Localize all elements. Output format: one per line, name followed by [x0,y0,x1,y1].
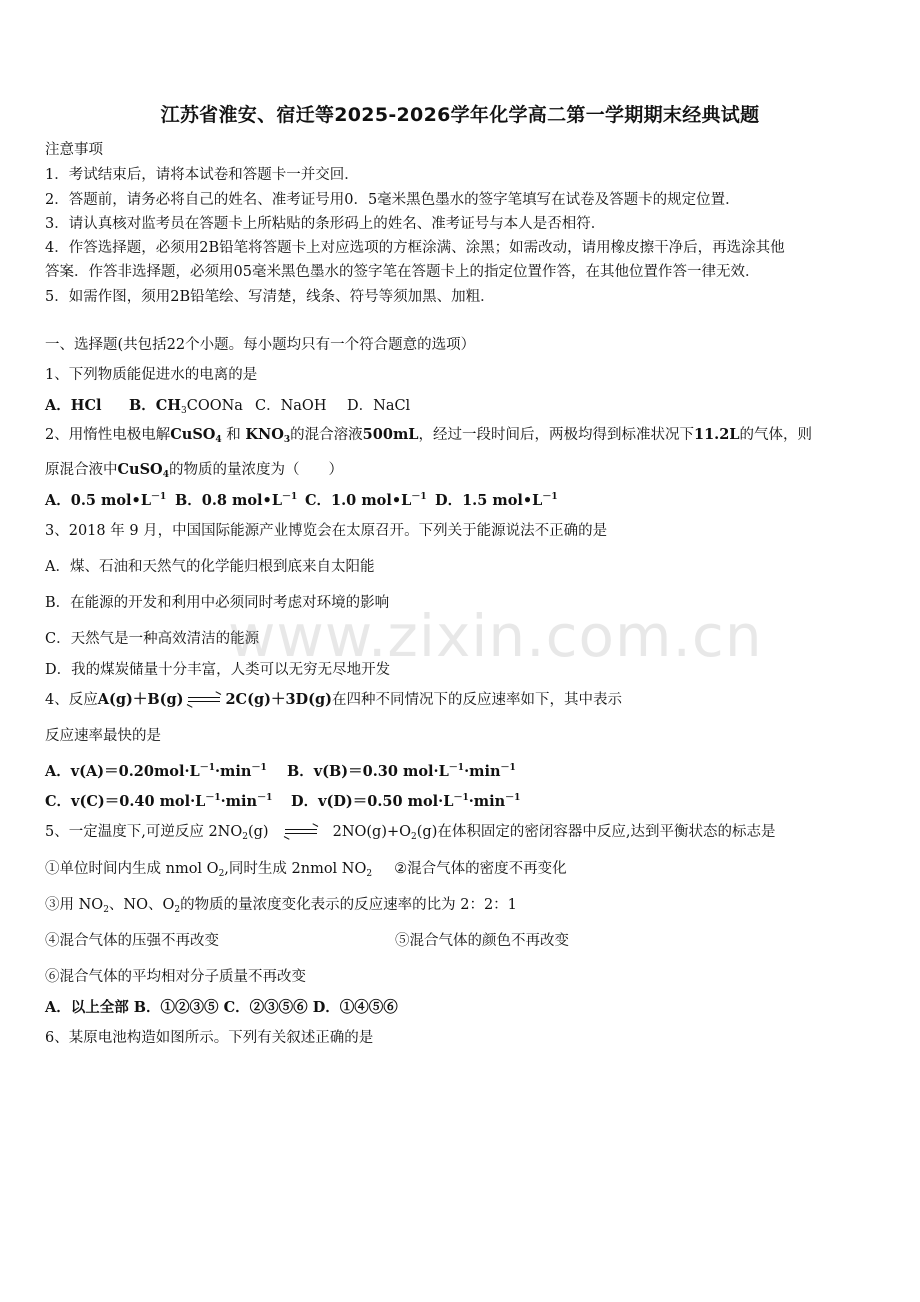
q4-option-c: C．v(C)＝0.40 $mol\cdot L^{-1}\cdot\min^{-1}$ [45,793,273,810]
q5-statement-1-2: ①单位时间内生成 nmol $O_2$,同时生成 2nmol $NO_2$ ②混合气体的密度不再变化 [45,861,567,879]
notice-item-3: 3．请认真核对监考员在答题卡上所粘贴的条形码上的姓名、准考证号与本人是否相符． [45,216,606,232]
question-5-options: A．以上全部 B．①②③⑤ C．②③⑤⑥ D．①④⑤⑥ [45,999,398,1016]
q1-option-a: A．HCl [45,397,102,414]
q1-option-c: C．NaOH [255,398,327,414]
question-4-options-row-1 [45,760,516,781]
q4-option-b: B．v(B)＝0.30 $mol\cdot L^{-1}\cdot\min^{-1}$ [287,763,516,780]
q5-statement-3: ③用 $NO_2$、NO、$O_2$的物质的量浓度变化表示的反应速率的比为 2：2：1 [45,897,517,915]
q3-option-c: C．天然气是一种高效清洁的能源 [45,631,260,647]
q3-option-a: A．煤、石油和天然气的化学能归根到底来自太阳能 [45,559,375,575]
section-heading: 一、选择题(共包括22个小题。每小题均只有一个符合题意的选项） [45,337,476,353]
notice-item-4: 4．作答选择题，必须用2B铅笔将答题卡上对应选项的方框涂满、涂黑；如需改动，请用橡皮擦干净后，再选涂其他 [45,240,785,256]
q2-option-b: B．0.8 $mol•L^{-1}$ [175,492,298,509]
notice-heading: 注意事项 [45,142,103,158]
equilibrium-arrow-icon [283,827,319,837]
notice-item-4-cont: 答案．作答非选择题，必须用05毫米黑色墨水的签字笔在答题卡上的指定位置作答，在其他位置作答一律无效． [45,264,760,280]
watermark: www.zixin.com.cn [228,602,763,670]
question-1-options [45,394,410,416]
q3-option-b: B．在能源的开发和利用中必须同时考虑对环境的影响 [45,595,390,611]
q4-option-d: D．v(D)＝0.50 $mol\cdot L^{-1}\cdot\min^{-1}$ [291,793,521,810]
question-2-options [45,489,558,510]
q2-option-d: D．1.5 $mol•L^{-1}$ [435,492,558,509]
notice-item-2: 2．答题前，请务必将自己的姓名、准考证号用0．5毫米黑色墨水的签字笔填写在试卷及答题卡的规定位置． [45,192,740,208]
question-5-stem: 5、一定温度下,可逆反应 $2NO_2(g)$ $2NO(g)+O_2(g)$在体积固定的密闭容器中反应,达到平衡状态的标志是 [45,824,776,842]
q5-statement-4-5: ④混合气体的压强不再改变 ⑤混合气体的颜色不再改变 [45,933,569,949]
notice-item-5: 5．如需作图，须用2B铅笔绘、写清楚，线条、符号等须加黑、加粗． [45,289,495,305]
q1-option-d: D．NaCl [347,398,411,414]
question-4-options-row-2 [45,790,520,811]
page-title: 江苏省淮安、宿迁等2025-2026学年化学高二第一学期期末经典试题 [160,104,760,126]
question-4-stem: 4、反应A(g)＋B(g) 2C(g)＋3D(g)在四种不同情况下的反应速率如下，其中表示 [45,691,622,708]
question-3-stem: 3、2018 年 9 月，中国国际能源产业博览会在太原召开。下列关于能源说法不正确的是 [45,523,608,539]
q5-statement-6: ⑥混合气体的平均相对分子质量不再改变 [45,969,306,985]
question-2-stem-cont: 原混合液中CuSO$_4$的物质的量浓度为（ ） [45,461,343,480]
question-4-stem-cont: 反应速率最快的是 [45,728,161,744]
q2-option-a: A．0.5 $mol•L^{-1}$ [45,492,167,509]
q2-option-c: C．1.0 $mol•L^{-1}$ [305,492,427,509]
question-1-stem: 1、下列物质能促进水的电离的是 [45,367,258,383]
q3-option-d: D．我的煤炭储量十分丰富，人类可以无穷无尽地开发 [45,662,391,678]
question-6-stem: 6、某原电池构造如图所示。下列有关叙述正确的是 [45,1030,374,1046]
equilibrium-arrow-icon [186,695,222,705]
question-2-stem: 2、用惰性电极电解CuSO$_4$ 和 $KNO_3$的混合溶液500mL，经过一段时间后，两极均得到标准状况下11.2L的气体，则 [45,426,812,445]
q1-option-b: B．$CH_3COONa$ [129,397,243,416]
q4-option-a: A．$v(A)=0.20mol\cdot L^{-1}\cdot\min^{-1}$ [45,763,267,780]
notice-item-1: 1．考试结束后，请将本试卷和答题卡一并交回． [45,167,359,183]
